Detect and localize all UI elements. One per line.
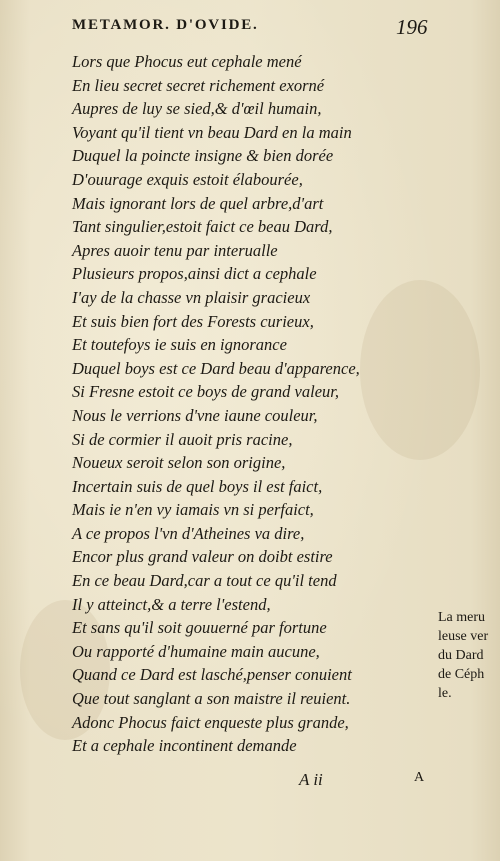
verse-line: Et a cephale incontinent demande bbox=[72, 736, 297, 756]
verse-line: D'ouurage exquis estoit élabourée, bbox=[72, 169, 303, 189]
verse-line: En lieu secret secret richement exorné bbox=[72, 75, 325, 95]
verse-line: I'ay de la chasse vn plaisir gracieux bbox=[72, 287, 311, 307]
verse-line: Encor plus grand valeur on doibt estire bbox=[72, 547, 333, 567]
gloss-line: le. bbox=[438, 686, 452, 701]
paper-stain bbox=[360, 280, 480, 460]
verse-line: Nous le verrions d'vne iaune couleur, bbox=[72, 405, 318, 425]
verse-line: Tant singulier,estoit faict ce beau Dard, bbox=[72, 217, 333, 237]
verse-line: Quand ce Dard est lasché,penser conuient bbox=[72, 665, 352, 685]
verse-line: Que tout sanglant a son maistre il reuient. bbox=[72, 689, 351, 709]
verse-line: Duquel boys est ce Dard beau d'apparence, bbox=[72, 358, 360, 378]
gloss-line: leuse ver bbox=[438, 629, 489, 644]
verse-line: Ou rapporté d'humaine main aucune, bbox=[72, 641, 320, 661]
verse-line: Apres auoir tenu par interualle bbox=[72, 240, 278, 260]
verse-block bbox=[72, 50, 360, 758]
verse-line: A ce propos l'vn d'Atheines va dire, bbox=[72, 523, 305, 543]
verse-line: Et toutefoys ie suis en ignorance bbox=[72, 335, 287, 355]
verse-line: Lors que Phocus eut cephale mené bbox=[72, 52, 302, 71]
verse-line: Plusieurs propos,ainsi dict a cephale bbox=[72, 264, 317, 284]
verse-line: Aupres de luy se sied,& d'œil humain, bbox=[72, 99, 322, 119]
verse-line: Il y atteinct,& a terre l'estend, bbox=[72, 594, 271, 614]
gloss-line: de Céph bbox=[438, 667, 485, 682]
verse-line: Duquel la poincte insigne & bien dorée bbox=[72, 146, 334, 166]
verse-line: Si Fresne estoit ce boys de grand valeur, bbox=[72, 382, 339, 402]
gloss-line: La meru bbox=[438, 610, 486, 625]
gloss-line: du Dard bbox=[438, 648, 484, 663]
verse-line: Mais ignorant lors de quel arbre,d'art bbox=[72, 193, 324, 213]
verse-line: Mais ie n'en vy iamais vn si perfaict, bbox=[72, 500, 314, 520]
verse-line: Et suis bien fort des Forests curieux, bbox=[72, 311, 314, 331]
verse-line: Adonc Phocus faict enqueste plus grande, bbox=[72, 712, 349, 732]
verse-line: Si de cormier il auoit pris racine, bbox=[72, 429, 293, 449]
page-number: 196 bbox=[396, 15, 428, 39]
catchword: A ii bbox=[299, 770, 323, 789]
verse-line: Noueux seroit selon son origine, bbox=[72, 453, 286, 473]
marginal-gloss bbox=[438, 608, 488, 703]
signature-mark: A bbox=[414, 770, 425, 785]
running-head: METAMOR. D'OVIDE. bbox=[72, 17, 259, 33]
verse-line: En ce beau Dard,car a tout ce qu'il tend bbox=[72, 571, 337, 591]
verse-line: Et sans qu'il soit gouuerné par fortune bbox=[72, 618, 327, 638]
verse-line: Voyant qu'il tient vn beau Dard en la main bbox=[72, 122, 352, 142]
verse-line: Incertain suis de quel boys il est faict, bbox=[72, 476, 323, 496]
